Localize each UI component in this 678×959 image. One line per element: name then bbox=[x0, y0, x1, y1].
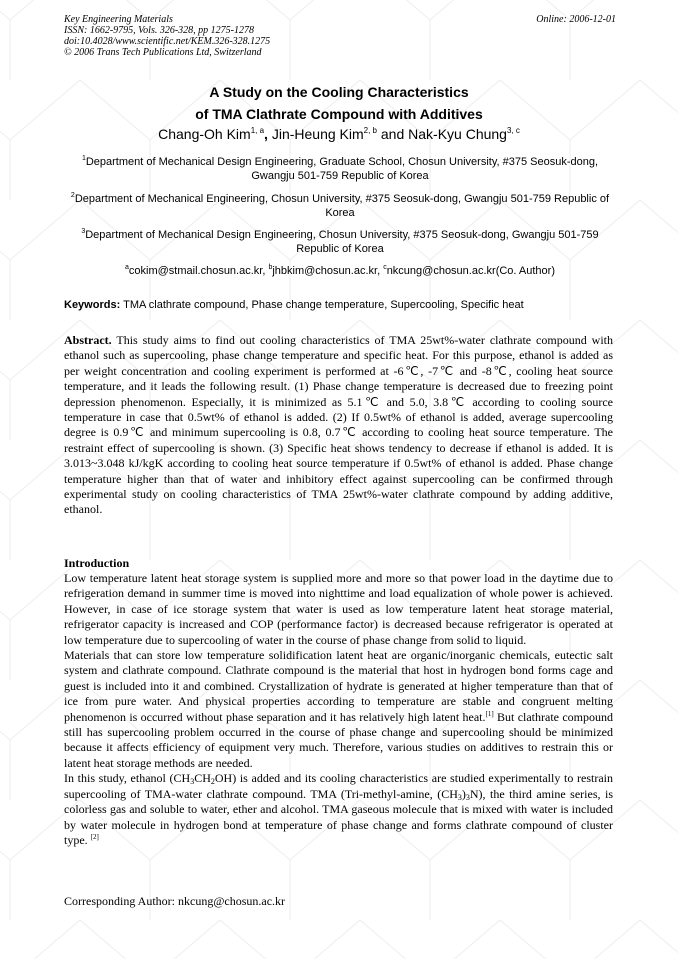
affiliation-2 bbox=[64, 192, 616, 220]
author-list bbox=[0, 126, 678, 142]
email-b-sup: b bbox=[268, 264, 273, 271]
issn-line: ISSN: 1662-9795, Vols. 326-328, pp 1275-1278 bbox=[64, 25, 254, 36]
intro-p3-text-b: CH bbox=[194, 771, 211, 786]
intro-paragraph-1: Low temperature latent heat storage system is supplied more and more so that power load in the daytime due to refrigeration demand in summer time is moved into nighttime and load equalization of whole power is achieved. However, in case of ice storage system that water is used as low temperature latent heat storage material, refrigerator capacity is increased and COP (performance factor) is decreased because refrigerator is operated at low temperature due to supercooling of water in the course of phase change from solid to liquid. bbox=[64, 571, 613, 647]
intro-p3-text-c: OH) is added and its cooling characteristics are studied experimentally to restrain supercooling of TMA-water clathrate compound. TMA (Tri-methyl-amine, (CH bbox=[64, 771, 613, 801]
subscript-4: 3 bbox=[465, 792, 470, 802]
author-sep-2: and bbox=[377, 126, 409, 142]
author-1-sup: 1, a bbox=[250, 126, 265, 135]
intro-p3-text-a: In this study, ethanol (CH bbox=[64, 771, 191, 786]
copyright-line: © 2006 Trans Tech Publications Ltd, Switzerland bbox=[64, 47, 262, 58]
author-3-sup: 3, c bbox=[506, 126, 520, 135]
doi-line: doi:10.4028/www.scientific.net/KEM.326-328.1275 bbox=[64, 36, 271, 47]
intro-paragraph-2 bbox=[64, 648, 613, 771]
abstract bbox=[64, 333, 613, 518]
email-a: cokim@stmail.chosun.ac.kr, bbox=[128, 265, 269, 277]
intro-p2-text-a: Materials that can store low temperature solidification latent heat are organic/inorganic chemicals, eutectic salt system and clathrate compound. Clathrate compound is the material that host in hydrogen bond forms cage and guest is included into it and combined. Crystallization of hydrate is generated at higher temperature than that of ice from pure water. And physical properties according to temperature are stable and congruent melting phenomenon is occurred without phase separation and it has relatively high latent heat. bbox=[64, 648, 613, 724]
email-c: nkcung@chosun.ac.kr(Co. Author) bbox=[386, 265, 555, 277]
affiliation-1 bbox=[64, 155, 616, 183]
intro-p2-text-b: But clathrate compound still has supercooling problem occurred in the course of phase change and supercooling should be minimized because it affects efficiency of equipment very much. Therefore, various studies on additives to restrain this or latent heat storage methods are needed. bbox=[64, 709, 613, 770]
affiliation-2-sup: 2 bbox=[70, 192, 75, 199]
journal-name: Key Engineering Materials bbox=[64, 14, 173, 25]
author-sep-1: , bbox=[264, 126, 272, 142]
keywords-text: TMA clathrate compound, Phase change temperature, Supercooling, Specific heat bbox=[120, 299, 524, 311]
subscript-3: 3 bbox=[457, 792, 462, 802]
citation-1: [1] bbox=[485, 709, 494, 718]
email-c-sup: c bbox=[383, 264, 387, 271]
author-emails bbox=[64, 264, 616, 278]
author-1: Chang-Oh Kim bbox=[158, 126, 251, 142]
subscript-2: 2 bbox=[210, 777, 215, 787]
keywords-label: Keywords: bbox=[64, 299, 121, 311]
abstract-text: This study aims to find out cooling characteristics of TMA 25wt%-water clathrate compound with ethanol such as supercooling, phase change temperature and specific heat. For this purpose, ethanol is added as per weight concentration and cooling experiment is performed at -6℃, -7℃ and -8℃, cooling heat source temperature, and it leads the following result. (1) Phase change temperature is decreased due to freezing point depression phenomenon. Especially, it is minimized as 5.1℃ and 5.0, 3.8℃ according to cooling source temperature in case that 0.5wt% of ethanol is added. (2) If 0.5wt% of ethanol is added, average supercooling degree is 0.9℃ and minimum supercooling is 0.8, 0.7℃ according to cooling heat source temperature. The restraint effect of supercooling is shown. (3) Specific heat shows tendency to decrease if ethanol is added. It is 3.013~3.048 kJ/kgK according to cooling heat source temperature if 0.5wt% of ethanol is added. Phase change temperature higher than that of water and inhibitory effect against supercooling can be confirmed through experimental study on cooling characteristics of TMA 25wt%-water clathrate compound by adding additive, ethanol. bbox=[64, 333, 613, 517]
intro-p3-text-d: ) bbox=[461, 786, 466, 801]
email-b: jhbkim@chosun.ac.kr, bbox=[272, 265, 384, 277]
author-2-sup: 2, b bbox=[363, 126, 377, 135]
intro-paragraph-3 bbox=[64, 771, 613, 848]
affiliation-2-text: Department of Mechanical Engineering, Chosun University, #375 Seosuk-dong, Gwangju 501-759 Republic of Korea bbox=[74, 193, 610, 219]
affiliation-3-sup: 3 bbox=[81, 228, 86, 235]
affiliation-3 bbox=[64, 228, 616, 256]
journal-header bbox=[64, 14, 616, 58]
keywords bbox=[64, 298, 624, 312]
subscript-1: 3 bbox=[190, 777, 195, 787]
affiliation-1-text: Department of Mechanical Design Engineering, Graduate School, Chosun University, #375 Seosuk-dong, Gwangju 501-759 Republic of Korea bbox=[85, 156, 599, 182]
introduction-heading: Introduction bbox=[64, 556, 130, 570]
online-date: Online: 2006-12-01 bbox=[536, 14, 616, 25]
intro-p3-text-e: N), the third amine series, is colorless gas and soluble to water, ether and alcohol. TMA gaseous molecule that is mixed with water is included by water molecule in hydrogen bond at temperature of phase change and forms clathrate compound of cluster type. bbox=[64, 786, 613, 847]
paper-title-line-2: of TMA Clathrate Compound with Additives bbox=[195, 106, 483, 122]
author-2: Jin-Heung Kim bbox=[271, 126, 364, 142]
paper-title-line-1: A Study on the Cooling Characteristics bbox=[209, 84, 469, 100]
citation-2: [2] bbox=[90, 832, 99, 841]
affiliation-1-sup: 1 bbox=[81, 155, 86, 162]
introduction-body bbox=[64, 571, 613, 848]
affiliation-3-text: Department of Mechanical Design Engineering, Chosun University, #375 Seosuk-dong, Gwangju 501-759 Republic of Korea bbox=[85, 229, 599, 255]
abstract-label: Abstract. bbox=[64, 333, 112, 347]
corresponding-author: Corresponding Author: nkcung@chosun.ac.kr bbox=[64, 894, 286, 908]
author-3: Nak-Kyu Chung bbox=[408, 126, 507, 142]
email-a-sup: a bbox=[125, 264, 129, 271]
